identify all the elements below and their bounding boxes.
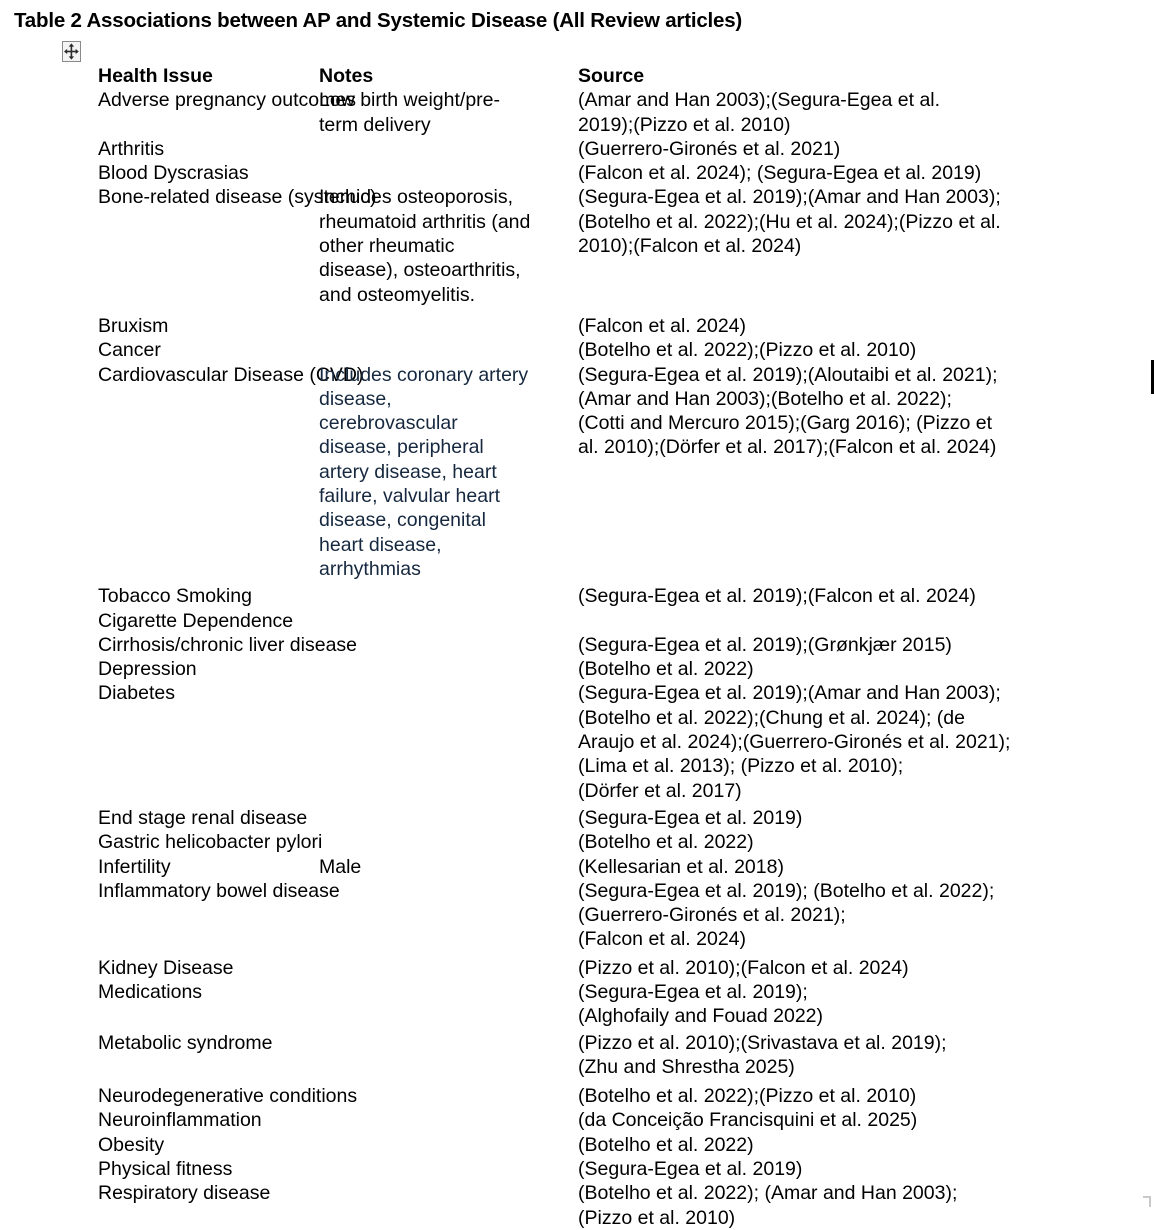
cell-source[interactable] [578,314,1154,338]
text-line: (Segura-Egea et al. 2019);(Amar and Han 2003); [578,682,1001,705]
cell-notes[interactable] [319,185,578,306]
health-issue-label: Adverse pregnancy outcomes [98,89,356,112]
cell-source[interactable] [578,1031,1154,1080]
cell-source[interactable] [578,185,1154,258]
health-issue-label: Physical fitness [98,1158,233,1181]
health-issue-label: Infertility [98,855,171,878]
text-line: Includes coronary artery [319,363,529,386]
text-line: (Falcon et al. 2024); (Segura-Egea et al. 2019) [578,162,982,185]
text-line: (Segura-Egea et al. 2019) [578,806,803,829]
text-line: (Guerrero-Gironés et al. 2021) [578,137,841,160]
health-issue-label: Diabetes [98,682,175,705]
text-line: rheumatoid arthritis (and [319,210,531,233]
text-line: al. 2010);(Dörfer et al. 2017);(Falcon et al. 2024) [578,436,997,459]
cell-source[interactable] [578,137,1154,161]
health-issue-label: Neuroinflammation [98,1109,262,1132]
cell-health-issue[interactable] [0,185,377,209]
health-issue-label: Arthritis [98,137,165,160]
cell-health-issue[interactable] [0,681,319,705]
text-line: disease, [319,387,392,410]
cell-source[interactable] [578,879,1154,952]
text-line: (Lima et al. 2013); (Pizzo et al. 2010); [578,755,904,778]
table-row[interactable] [0,1133,1154,1157]
cell-source[interactable] [578,855,1154,879]
health-issue-label: Respiratory disease [98,1182,271,1205]
table-row[interactable] [0,681,1154,802]
text-line: Male [319,855,362,878]
table-row[interactable] [0,1157,1154,1181]
health-issue-label: Depression [98,658,197,681]
text-line: (Segura-Egea et al. 2019); (Botelho et al. 2022); [578,879,995,902]
health-issue-label: Cigarette Dependence [98,609,294,632]
cell-health-issue[interactable] [0,956,319,980]
cell-health-issue[interactable] [0,1157,319,1181]
table-row[interactable] [0,980,1154,1029]
cell-notes[interactable] [319,363,578,582]
table-row[interactable] [0,137,1154,161]
cell-health-issue[interactable] [0,1084,358,1108]
cell-source[interactable] [578,1181,1154,1230]
cell-health-issue[interactable] [0,879,340,903]
health-issue-label: Kidney Disease [98,956,234,979]
health-issue-label: Metabolic syndrome [98,1031,273,1054]
text-line: (Segura-Egea et al. 2019);(Falcon et al. 2024) [578,585,976,608]
column-header-notes: Notes [319,65,374,87]
text-line: (Botelho et al. 2022);(Hu et al. 2024);(Pizzo et al. [578,210,1001,233]
table-move-handle[interactable] [62,41,81,62]
text-line: (Zhu and Shrestha 2025) [578,1055,795,1078]
table-row[interactable] [0,363,1154,582]
cell-health-issue[interactable] [0,1031,319,1055]
table-row[interactable] [0,584,1154,608]
text-line: heart disease, [319,533,442,556]
cell-health-issue[interactable] [0,1108,319,1132]
text-line: (Guerrero-Gironés et al. 2021); [578,904,846,927]
health-issue-label: Cancer [98,339,161,362]
text-line: (Amar and Han 2003);(Botelho et al. 2022); [578,387,952,410]
text-line: (Botelho et al. 2022); (Amar and Han 2003); [578,1182,958,1205]
table-header-row [0,64,1154,88]
health-issue-label: Obesity [98,1133,165,1156]
text-line: (Falcon et al. 2024) [578,928,747,951]
table-row[interactable] [0,88,1154,137]
cell-health-issue[interactable] [0,1181,319,1205]
health-issue-label: Bone-related disease (systemic) [98,186,377,209]
cell-health-issue[interactable] [0,338,319,362]
cell-health-issue[interactable] [0,584,319,608]
text-line: (Pizzo et al. 2010) [578,1206,736,1229]
text-line: 2019);(Pizzo et al. 2010) [578,113,791,136]
cell-source[interactable] [578,88,1154,137]
page-title: Table 2 Associations between AP and Systemic Disease (All Review articles) [14,9,743,32]
text-line: (Cotti and Mercuro 2015);(Garg 2016); (Pizzo et [578,412,993,435]
text-line: (da Conceição Francisquini et al. 2025) [578,1109,918,1132]
text-line: (Pizzo et al. 2010);(Falcon et al. 2024) [578,956,909,979]
table-row[interactable] [0,161,1154,185]
health-issue-label: Tobacco Smoking [98,585,252,608]
health-issue-label: Bruxism [98,314,169,337]
cell-health-issue[interactable] [0,980,319,1004]
cell-source[interactable] [578,1084,1154,1108]
text-line: (Segura-Egea et al. 2019); [578,980,808,1003]
health-issue-label: Inflammatory bowel disease [98,879,340,902]
cell-source[interactable] [578,956,1154,980]
health-issue-label: Medications [98,980,203,1003]
associations-table [0,64,1154,1230]
cell-source[interactable] [578,681,1154,802]
cell-notes[interactable] [319,855,578,879]
cell-source[interactable] [578,657,1154,681]
text-line: (Amar and Han 2003);(Segura-Egea et al. [578,89,941,112]
column-header-health-issue: Health Issue [98,65,213,87]
table-row[interactable] [0,806,1154,830]
text-line: (Botelho et al. 2022);(Pizzo et al. 2010) [578,339,917,362]
text-line: (Kellesarian et al. 2018) [578,855,784,878]
table-row[interactable] [0,633,1154,657]
text-line: 2010);(Falcon et al. 2024) [578,235,802,258]
cell-health-issue[interactable] [0,806,319,830]
table-row[interactable] [0,657,1154,681]
cell-source[interactable] [578,633,1154,657]
cell-health-issue[interactable] [0,609,319,633]
cell-source[interactable] [578,830,1154,854]
text-line: disease, peripheral [319,436,484,459]
text-line: (Botelho et al. 2022) [578,1133,754,1156]
cell-health-issue[interactable] [0,657,319,681]
cell-health-issue[interactable] [0,314,319,338]
health-issue-label: Cirrhosis/chronic liver disease [98,633,358,656]
text-line: (Falcon et al. 2024) [578,314,747,337]
text-line: (Segura-Egea et al. 2019) [578,1158,803,1181]
health-issue-label: Neurodegenerative conditions [98,1085,358,1108]
cell-source[interactable] [578,363,1154,460]
cell-source[interactable] [578,338,1154,362]
text-line: Araujo et al. 2024);(Guerrero-Gironés et al. 2021); [578,731,1011,754]
cell-health-issue[interactable] [0,137,319,161]
cell-health-issue[interactable] [0,633,358,657]
text-line: cerebrovascular [319,412,458,435]
text-line: disease, congenital [319,509,486,532]
table-row[interactable] [0,956,1154,980]
cell-source[interactable] [578,1157,1154,1181]
table-row[interactable] [0,1031,1154,1080]
health-issue-label: Gastric helicobacter pylori [98,831,323,854]
cell-health-issue[interactable] [0,1133,319,1157]
table-row[interactable] [0,314,1154,338]
move-four-arrows-icon [63,42,80,61]
cell-notes[interactable] [319,88,578,137]
health-issue-label: Cardiovascular Disease (CVD) [98,363,364,386]
text-line: (Alghofaily and Fouad 2022) [578,1005,823,1028]
text-line: Low birth weight/pre- [319,89,501,112]
text-line: (Botelho et al. 2022) [578,831,754,854]
table-row[interactable] [0,855,1154,879]
cell-source[interactable] [578,1133,1154,1157]
cell-source[interactable] [578,1108,1154,1132]
text-line: failure, valvular heart [319,485,501,508]
text-line: (Botelho et al. 2022);(Chung et al. 2024); (de [578,706,965,729]
cell-health-issue[interactable] [0,363,364,387]
text-line: arrhythmias [319,557,421,580]
text-line: (Botelho et al. 2022);(Pizzo et al. 2010) [578,1085,917,1108]
text-line: Includes osteoporosis, [319,186,514,209]
cell-source[interactable] [578,161,1154,185]
text-line: (Pizzo et al. 2010);(Srivastava et al. 2019); [578,1031,947,1054]
cell-source[interactable] [578,584,1154,608]
table-row[interactable] [0,609,1154,633]
text-line: term delivery [319,113,431,136]
column-header-source: Source [578,65,645,87]
cell-source[interactable] [578,980,1154,1029]
text-line: (Botelho et al. 2022) [578,658,754,681]
table-row[interactable] [0,185,1154,306]
text-line: (Segura-Egea et al. 2019);(Amar and Han 2003); [578,186,1001,209]
text-line: (Segura-Egea et al. 2019);(Grønkjær 2015) [578,633,952,656]
health-issue-label: Blood Dyscrasias [98,162,249,185]
cell-health-issue[interactable] [0,88,356,112]
text-line: (Segura-Egea et al. 2019);(Aloutaibi et al. 2021); [578,363,998,386]
text-line: disease), osteoarthritis, [319,259,521,282]
text-line: artery disease, heart [319,460,497,483]
table-row[interactable] [0,1084,1154,1108]
cell-health-issue[interactable] [0,830,323,854]
text-line: and osteomyelitis. [319,283,476,306]
table-row[interactable] [0,830,1154,854]
cell-health-issue[interactable] [0,855,319,879]
health-issue-label: End stage renal disease [98,806,308,829]
table-row[interactable] [0,338,1154,362]
table-row[interactable] [0,879,1154,952]
table-row[interactable] [0,1108,1154,1132]
table-row[interactable] [0,1181,1154,1230]
text-line: (Dörfer et al. 2017) [578,779,742,802]
cell-source[interactable] [578,806,1154,830]
cell-health-issue[interactable] [0,161,319,185]
text-line: other rheumatic [319,235,455,258]
